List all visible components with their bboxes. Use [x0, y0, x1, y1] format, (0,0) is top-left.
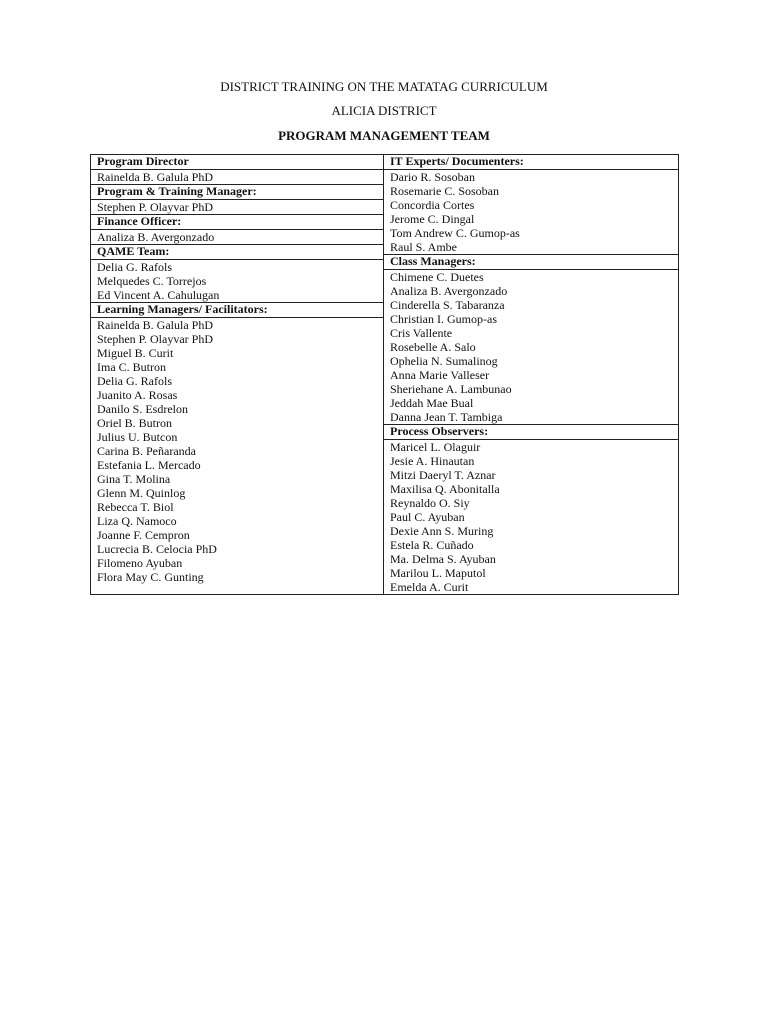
person-name: Delia G. Rafols	[97, 374, 172, 388]
person-name: Cinderella S. Tabaranza	[390, 298, 505, 312]
name-list	[91, 200, 383, 214]
person-name: Melquedes C. Torrejos	[97, 274, 207, 288]
district-name: ALICIA DISTRICT	[331, 103, 437, 118]
person-name: Dexie Ann S. Muring	[390, 524, 494, 538]
section-title: Finance Officer:	[91, 215, 383, 230]
group-finance-officer	[91, 215, 383, 245]
section-title: QAME Team:	[91, 245, 383, 260]
person-name: Concordia Cortes	[390, 198, 475, 212]
person-name: Reynaldo O. Siy	[390, 496, 470, 510]
name-list	[91, 260, 383, 302]
name-list	[384, 170, 678, 254]
group-it-experts	[384, 155, 678, 255]
team-heading: PROGRAM MANAGEMENT TEAM	[278, 128, 490, 143]
person-name: Oriel B. Butron	[97, 416, 172, 430]
person-name: Delia G. Rafols	[97, 260, 172, 274]
left-column	[91, 155, 384, 595]
section-title: IT Experts/ Documenters:	[384, 155, 678, 170]
section-title: Program & Training Manager:	[91, 185, 383, 200]
person-name: Estela R. Cuñado	[390, 538, 474, 552]
person-name: Tom Andrew C. Gumop-as	[390, 226, 520, 240]
person-name: Ed Vincent A. Cahulugan	[97, 288, 220, 302]
person-name: Raul S. Ambe	[390, 240, 458, 254]
person-name: Jesie A. Hinautan	[390, 454, 475, 468]
person-name: Rainelda B. Galula PhD	[97, 318, 213, 332]
person-name: Miguel B. Curit	[97, 346, 174, 360]
person-name: Maxilisa Q. Abonitalla	[390, 482, 500, 496]
person-name: Emelda A. Curit	[390, 580, 469, 594]
name-list	[91, 170, 383, 184]
person-name: Julius U. Butcon	[97, 430, 178, 444]
section-title: Class Managers:	[384, 255, 678, 270]
person-name: Lucrecia B. Celocia PhD	[97, 542, 217, 556]
person-name: Stephen P. Olayvar PhD	[97, 200, 213, 214]
group-training-manager	[91, 185, 383, 215]
person-name: Danilo S. Esdrelon	[97, 402, 188, 416]
name-list	[384, 270, 678, 424]
person-name: Mitzi Daeryl T. Aznar	[390, 468, 496, 482]
person-name: Cris Vallente	[390, 326, 453, 340]
person-name: Glenn M. Quinlog	[97, 486, 186, 500]
person-name: Dario R. Sosoban	[390, 170, 475, 184]
group-class-managers	[384, 255, 678, 425]
person-name: Chimene C. Duetes	[390, 270, 484, 284]
person-name: Rebecca T. Biol	[97, 500, 174, 514]
person-name: Juanito A. Rosas	[97, 388, 178, 402]
section-title: Program Director	[91, 155, 383, 170]
section-title: Process Observers:	[384, 425, 678, 440]
person-name: Rosemarie C. Sosoban	[390, 184, 499, 198]
person-name: Flora May C. Gunting	[97, 570, 204, 584]
person-name: Filomeno Ayuban	[97, 556, 183, 570]
name-list	[384, 440, 678, 594]
person-name: Paul C. Ayuban	[390, 510, 465, 524]
person-name: Gina T. Molina	[97, 472, 171, 486]
person-name: Estefania L. Mercado	[97, 458, 201, 472]
table-row	[91, 155, 679, 595]
person-name: Ma. Delma S. Ayuban	[390, 552, 496, 566]
person-name: Danna Jean T. Tambiga	[390, 410, 503, 424]
person-name: Rosebelle A. Salo	[390, 340, 476, 354]
group-process-observers	[384, 425, 678, 594]
management-team-table	[90, 154, 679, 595]
group-learning-managers	[91, 303, 383, 584]
right-column	[384, 155, 679, 595]
person-name: Ima C. Butron	[97, 360, 166, 374]
person-name: Liza Q. Namoco	[97, 514, 177, 528]
person-name: Marilou L. Maputol	[390, 566, 486, 580]
group-program-director	[91, 155, 383, 185]
person-name: Sheriehane A. Lambunao	[390, 382, 512, 396]
person-name: Carina B. Peñaranda	[97, 444, 196, 458]
name-list	[91, 230, 383, 244]
person-name: Anna Marie Valleser	[390, 368, 490, 382]
person-name: Rainelda B. Galula PhD	[97, 170, 213, 184]
person-name: Joanne F. Cempron	[97, 528, 190, 542]
person-name: Jeddah Mae Bual	[390, 396, 474, 410]
person-name: Maricel L. Olaguir	[390, 440, 481, 454]
person-name: Jerome C. Dingal	[390, 212, 475, 226]
person-name: Analiza B. Avergonzado	[97, 230, 215, 244]
person-name: Stephen P. Olayvar PhD	[97, 332, 213, 346]
person-name: Ophelia N. Sumalinog	[390, 354, 498, 368]
person-name: Christian I. Gumop-as	[390, 312, 497, 326]
person-name: Analiza B. Avergonzado	[390, 284, 508, 298]
document-title: DISTRICT TRAINING ON THE MATATAG CURRICULUM	[220, 79, 548, 94]
section-title: Learning Managers/ Facilitators:	[91, 303, 383, 318]
group-qame-team	[91, 245, 383, 303]
name-list	[91, 318, 383, 584]
